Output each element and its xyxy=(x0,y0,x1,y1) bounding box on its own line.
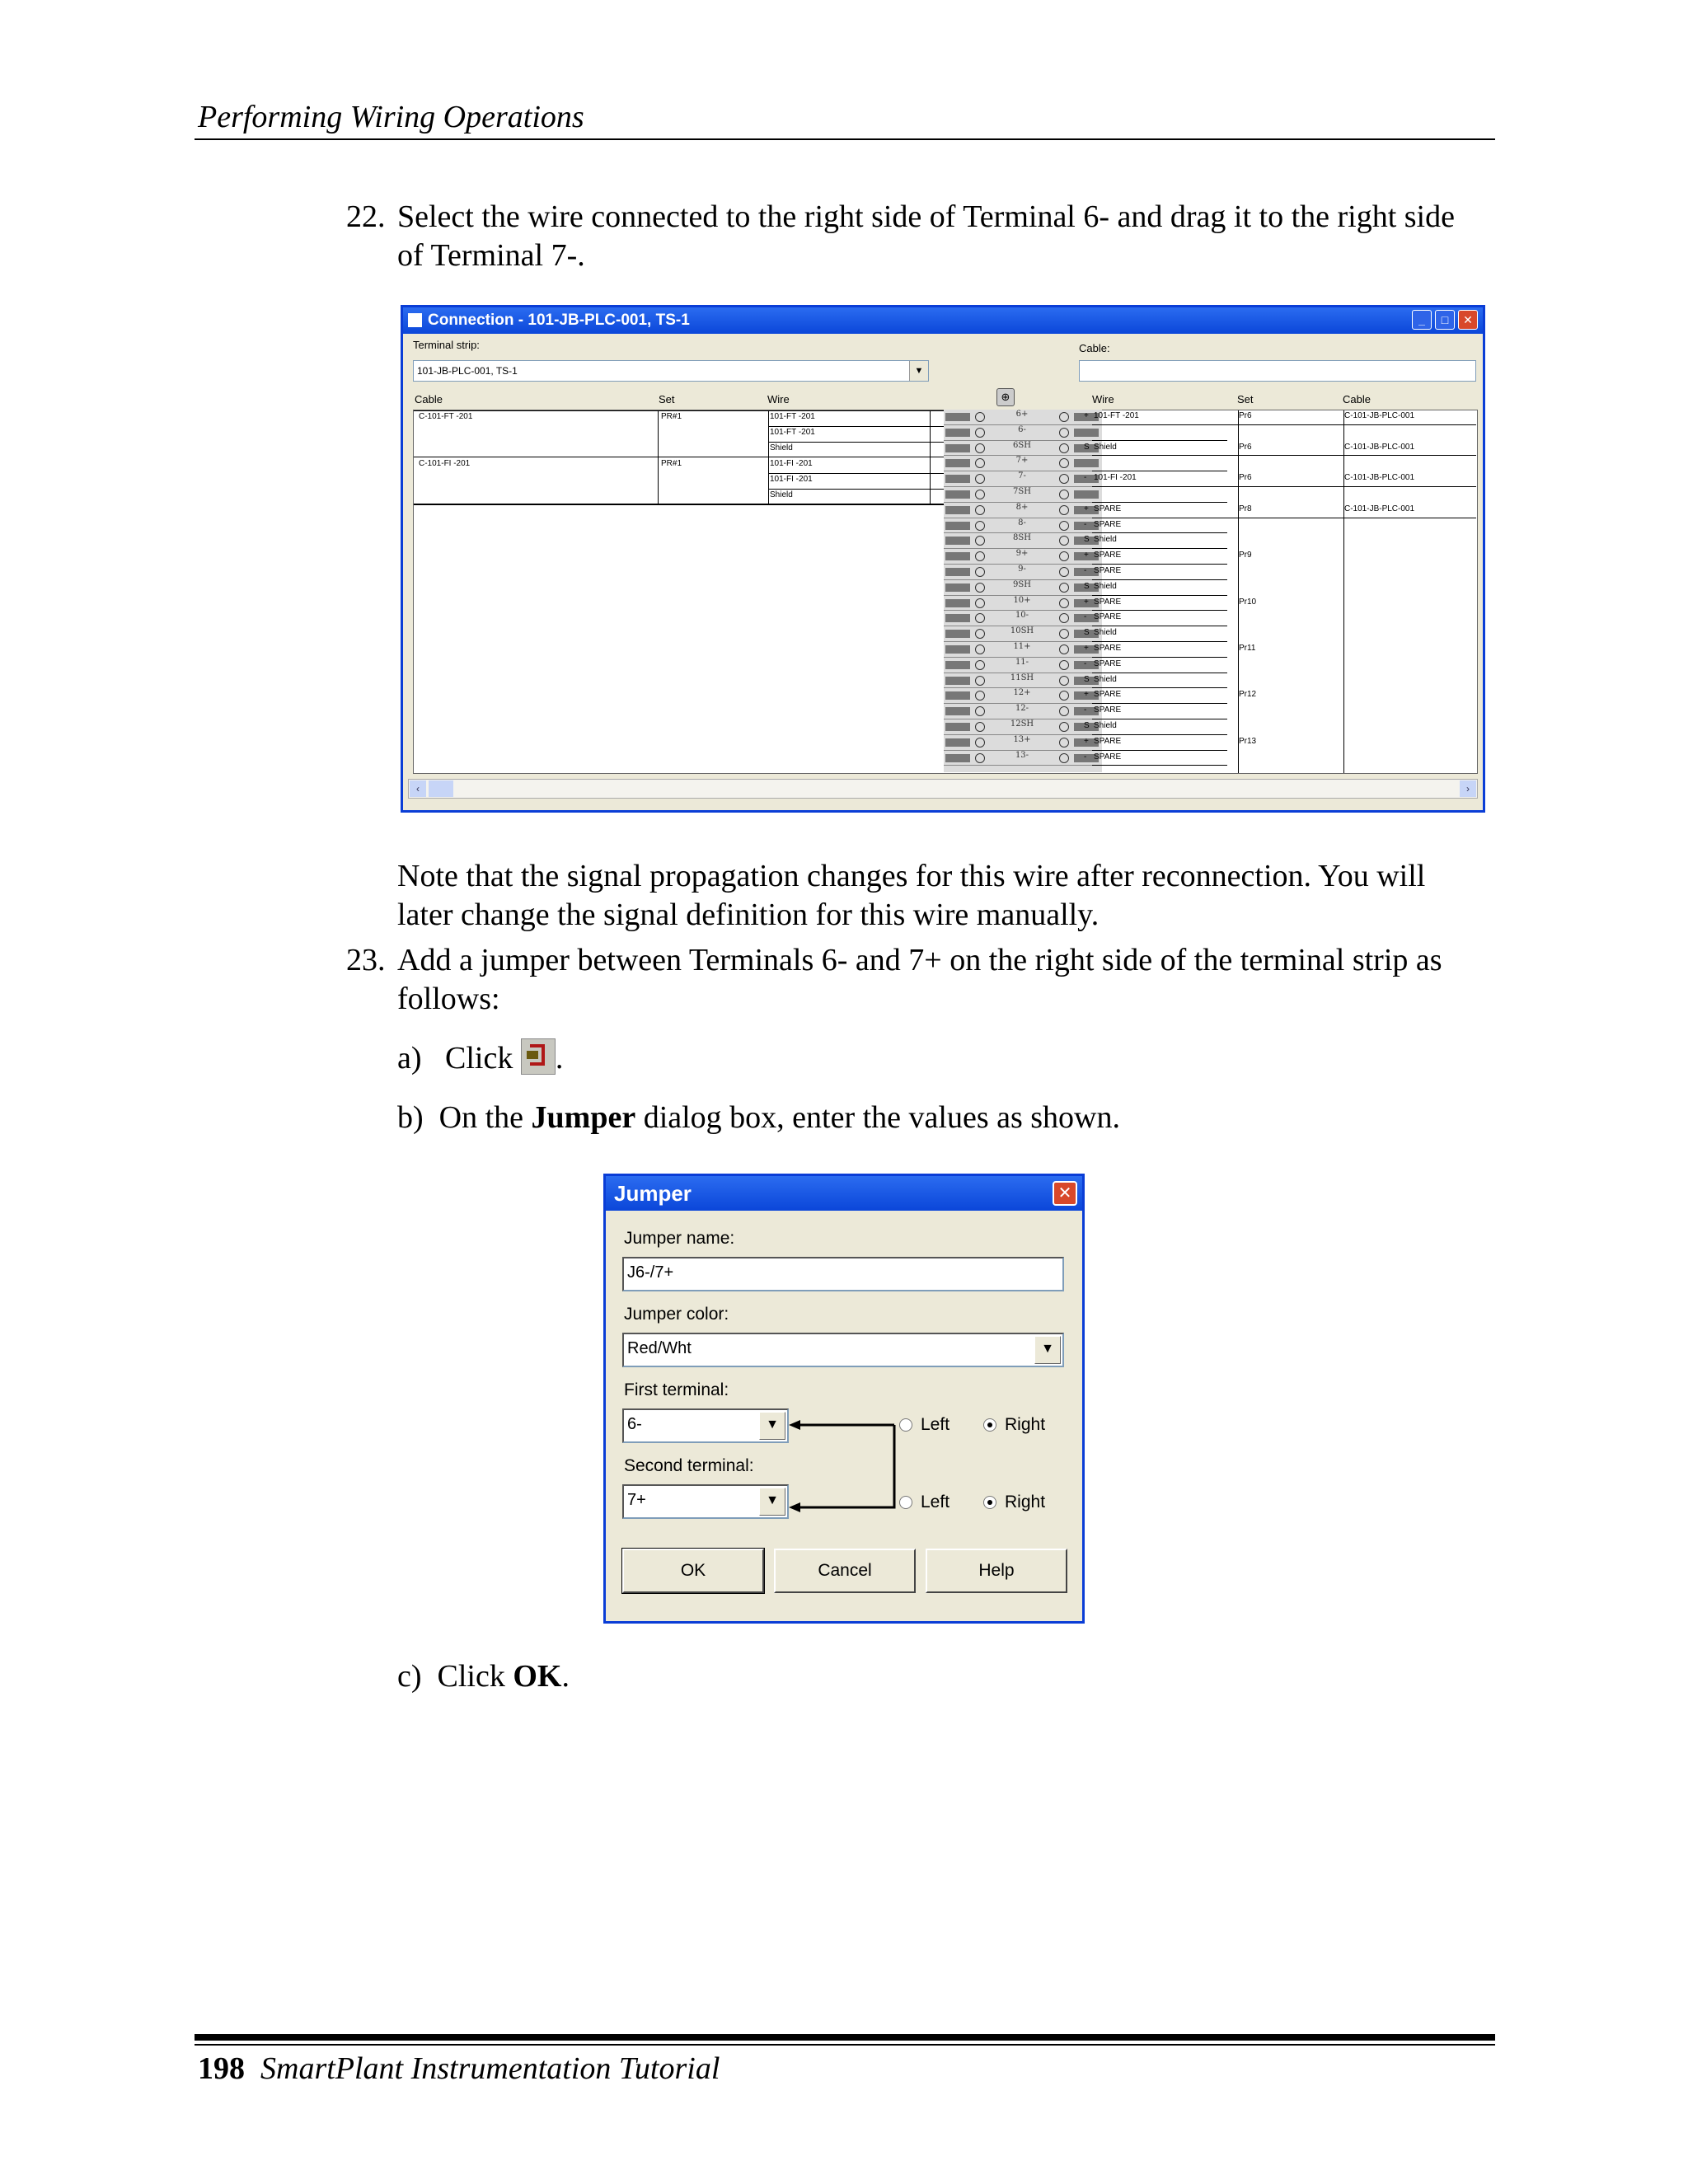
right-set[interactable]: Pr6 xyxy=(1239,411,1252,420)
row-divider xyxy=(1092,486,1476,487)
row-divider xyxy=(1092,657,1227,658)
right-wire[interactable]: Shield xyxy=(1094,581,1117,591)
terminal-row[interactable] xyxy=(944,487,1102,503)
right-cable[interactable]: C-101-JB-PLC-001 xyxy=(1344,411,1415,420)
wire-polarity[interactable]: - xyxy=(1084,658,1087,668)
right-wire[interactable]: SPARE xyxy=(1094,504,1122,513)
terminal-screw-icon xyxy=(1059,474,1069,484)
terminal-strip-value: 101-JB-PLC-001, TS-1 xyxy=(417,365,518,377)
row-divider xyxy=(1092,610,1227,611)
step-number: 23. xyxy=(346,943,386,977)
terminal-screw-icon xyxy=(975,474,985,484)
terminal-screw-icon xyxy=(975,598,985,608)
terminal-screw-icon xyxy=(1059,458,1069,468)
terminal-label: 13- xyxy=(1015,750,1029,760)
row-divider xyxy=(1092,687,1227,688)
terminal-strip-column xyxy=(944,410,1102,772)
terminal-label: 12- xyxy=(1015,704,1029,714)
terminal-screw-icon xyxy=(975,738,985,748)
terminal-label: 8- xyxy=(1018,518,1026,527)
terminal-label: 13+ xyxy=(1013,734,1031,744)
terminal-clamp-icon xyxy=(945,645,970,654)
left-wire[interactable]: 101-FI -201 xyxy=(770,475,813,484)
terminal-label: 9- xyxy=(1018,565,1026,574)
right-cable[interactable]: C-101-JB-PLC-001 xyxy=(1344,504,1415,513)
terminal-label: 8+ xyxy=(1015,502,1029,512)
terminal-label: 10+ xyxy=(1013,595,1031,605)
col-cable-right: Cable xyxy=(1343,393,1371,405)
terminal-screw-icon xyxy=(1059,660,1069,670)
right-set[interactable]: Pr10 xyxy=(1239,597,1257,607)
terminal-screw-icon xyxy=(1059,706,1069,716)
terminal-screw-icon xyxy=(975,490,985,499)
right-cable[interactable]: C-101-JB-PLC-001 xyxy=(1344,442,1415,452)
terminal-row[interactable] xyxy=(944,735,1102,751)
wire-polarity[interactable]: S xyxy=(1084,581,1090,591)
terminal-screw-icon xyxy=(1059,536,1069,546)
wire-polarity[interactable]: - xyxy=(1084,566,1087,575)
sub-end: . xyxy=(561,1659,570,1694)
terminal-screw-icon xyxy=(975,691,985,701)
jumper-color-select[interactable] xyxy=(622,1333,1064,1367)
right-wire[interactable]: SPARE xyxy=(1094,551,1122,560)
help-button[interactable]: Help xyxy=(926,1549,1067,1593)
second-terminal-label: Second terminal: xyxy=(624,1456,754,1475)
terminal-row[interactable] xyxy=(944,580,1102,596)
row-divider xyxy=(1092,703,1227,704)
terminal-clamp-icon xyxy=(945,429,970,437)
right-set[interactable]: Pr6 xyxy=(1239,442,1252,452)
step-text: Add a jumper between Terminals 6- and 7+ on the right side of the terminal strip as follows: xyxy=(397,943,1442,1016)
right-wire[interactable]: SPARE xyxy=(1094,658,1122,668)
terminal-clamp-icon xyxy=(945,568,970,576)
row-divider xyxy=(1092,564,1227,565)
first-terminal-label: First terminal: xyxy=(624,1380,729,1399)
second-terminal-select[interactable] xyxy=(622,1484,789,1519)
terminal-screw-icon xyxy=(1059,443,1069,453)
left-wire[interactable]: 101-FT -201 xyxy=(770,428,815,437)
ok-button[interactable]: OK xyxy=(622,1549,764,1593)
row-divider xyxy=(1092,440,1227,441)
wire-polarity[interactable]: - xyxy=(1084,519,1087,529)
sub-label: c) xyxy=(397,1659,422,1694)
sub-text-post: dialog box, enter the values as shown. xyxy=(635,1100,1120,1135)
terminal-screw-icon xyxy=(975,428,985,438)
terminal-clamp-icon xyxy=(945,444,970,452)
wire-polarity[interactable]: + xyxy=(1084,597,1089,607)
terminal-row[interactable] xyxy=(944,673,1102,689)
terminal-label: 6SH xyxy=(1013,440,1031,450)
terminal-screw-icon xyxy=(975,676,985,686)
terminal-row[interactable] xyxy=(944,704,1102,719)
right-set[interactable]: Pr6 xyxy=(1239,473,1252,483)
wire-polarity[interactable]: + xyxy=(1084,736,1089,746)
terminal-row[interactable] xyxy=(944,719,1102,735)
terminal-screw-icon xyxy=(1059,412,1069,422)
row-divider xyxy=(1092,502,1227,503)
terminal-row[interactable] xyxy=(944,549,1102,565)
terminal-clamp-icon xyxy=(945,614,970,622)
add-jumper-icon[interactable] xyxy=(521,1038,556,1075)
right-set[interactable]: Pr12 xyxy=(1239,690,1257,700)
sub-end: . xyxy=(555,1041,564,1076)
terminal-clamp-icon xyxy=(945,459,970,467)
terminal-row[interactable] xyxy=(944,611,1102,626)
right-wire[interactable]: Shield xyxy=(1094,442,1117,452)
connect-toggle-button[interactable]: ⊕ xyxy=(996,388,1015,406)
terminal-screw-icon xyxy=(1059,613,1069,623)
step-22 xyxy=(0,198,1688,280)
right-wire[interactable]: SPARE xyxy=(1094,519,1122,529)
right-wire[interactable]: SPARE xyxy=(1094,736,1122,746)
scroll-thumb[interactable] xyxy=(429,780,453,797)
right-wire-rows xyxy=(1084,410,1476,772)
right-wire[interactable]: SPARE xyxy=(1094,597,1122,607)
terminal-row[interactable] xyxy=(944,410,1102,425)
terminal-clamp-icon xyxy=(945,630,970,638)
left-wire[interactable]: 101-FI -201 xyxy=(770,459,813,468)
terminal-clamp-icon xyxy=(945,552,970,560)
left-wire[interactable]: Shield xyxy=(770,443,793,452)
terminal-clamp-icon xyxy=(945,490,970,499)
first-left-label: Left xyxy=(921,1415,950,1434)
first-terminal-value: 6- xyxy=(627,1415,642,1433)
terminal-screw-icon xyxy=(1059,567,1069,577)
first-left-radio[interactable] xyxy=(899,1418,912,1432)
terminal-screw-icon xyxy=(1059,629,1069,639)
footer-rule xyxy=(195,2034,1495,2041)
right-wire[interactable]: 101-FT -201 xyxy=(1094,411,1139,420)
terminal-screw-icon xyxy=(975,753,985,763)
col-cable-left: Cable xyxy=(415,393,443,405)
right-wire[interactable]: SPARE xyxy=(1094,612,1122,622)
terminal-clamp-icon xyxy=(945,506,970,514)
right-wire[interactable]: 101-FI -201 xyxy=(1094,473,1137,483)
row-divider xyxy=(1092,595,1227,596)
terminal-label: 7SH xyxy=(1013,487,1031,496)
terminal-clamp-icon xyxy=(945,723,970,731)
wire-polarity[interactable]: + xyxy=(1084,411,1089,420)
terminal-screw-icon xyxy=(975,629,985,639)
terminal-screw-icon xyxy=(1059,521,1069,531)
wire-polarity[interactable]: + xyxy=(1084,551,1089,560)
jumper-color-label: Jumper color: xyxy=(624,1305,729,1324)
first-terminal-select[interactable] xyxy=(622,1408,789,1443)
terminal-screw-icon xyxy=(975,536,985,546)
terminal-screw-icon xyxy=(975,458,985,468)
terminal-label: 12+ xyxy=(1013,688,1031,698)
terminal-screw-icon xyxy=(975,567,985,577)
wire-polarity[interactable]: + xyxy=(1084,644,1089,653)
wire-polarity[interactable]: - xyxy=(1084,612,1087,622)
terminal-screw-icon xyxy=(1059,738,1069,748)
terminal-row[interactable] xyxy=(944,751,1102,766)
left-cable[interactable]: C-101-FI -201 xyxy=(419,459,471,468)
terminal-row[interactable] xyxy=(944,425,1102,441)
right-wire[interactable]: Shield xyxy=(1094,721,1117,730)
first-right-radio[interactable] xyxy=(983,1418,996,1432)
right-wire[interactable]: SPARE xyxy=(1094,644,1122,653)
terminal-screw-icon xyxy=(975,613,985,623)
sub-step-b xyxy=(397,1099,1120,1136)
terminal-clamp-icon xyxy=(945,677,970,685)
col-wire-right: Wire xyxy=(1092,393,1114,405)
terminal-screw-icon xyxy=(975,583,985,593)
right-wire[interactable]: Shield xyxy=(1094,628,1117,638)
terminal-label: 8SH xyxy=(1013,533,1031,543)
terminal-clamp-icon xyxy=(945,413,970,421)
jumper-name-label: Jumper name: xyxy=(624,1229,735,1248)
chevron-down-icon[interactable]: ▼ xyxy=(759,1488,785,1516)
wire-polarity[interactable]: + xyxy=(1084,504,1089,513)
second-right-label: Right xyxy=(1005,1493,1046,1511)
terminal-row[interactable] xyxy=(944,471,1102,487)
sub-text-bold: Jumper xyxy=(531,1100,636,1135)
terminal-screw-icon xyxy=(975,660,985,670)
left-set[interactable]: PR#1 xyxy=(661,412,682,421)
second-left-radio[interactable] xyxy=(899,1496,912,1509)
col-set-right: Set xyxy=(1237,393,1254,405)
terminal-label: 11SH xyxy=(1010,673,1034,682)
terminal-screw-icon xyxy=(1059,753,1069,763)
sub-label: a) xyxy=(397,1041,422,1076)
terminal-row[interactable] xyxy=(944,565,1102,580)
right-set[interactable]: Pr13 xyxy=(1239,736,1257,746)
row-divider xyxy=(1092,734,1227,735)
sub-step-c xyxy=(397,1658,570,1694)
right-wire[interactable]: Shield xyxy=(1094,674,1117,684)
row-divider xyxy=(1092,579,1227,580)
terminal-screw-icon xyxy=(1059,490,1069,499)
terminal-clamp-icon xyxy=(945,599,970,607)
terminal-row[interactable] xyxy=(944,658,1102,673)
terminal-screw-icon xyxy=(975,722,985,732)
terminal-clamp-icon xyxy=(945,537,970,545)
terminal-strip-select[interactable] xyxy=(413,360,929,382)
terminal-label: 6+ xyxy=(1015,410,1029,419)
row-divider xyxy=(1092,424,1476,425)
terminal-screw-icon xyxy=(1059,505,1069,515)
terminal-clamp-icon xyxy=(945,691,970,700)
wire-polarity[interactable]: S xyxy=(1084,674,1090,684)
terminal-clamp-icon xyxy=(945,661,970,669)
terminal-label: 9+ xyxy=(1015,549,1029,559)
terminal-screw-icon xyxy=(1059,722,1069,732)
connection-window xyxy=(401,305,1485,813)
chevron-down-icon[interactable]: ▼ xyxy=(759,1412,785,1440)
wire-polarity[interactable]: S xyxy=(1084,628,1090,638)
terminal-screw-icon xyxy=(1059,551,1069,561)
footer xyxy=(198,2044,720,2093)
left-wire[interactable]: 101-FT -201 xyxy=(770,412,815,421)
wire-polarity[interactable]: - xyxy=(1084,473,1087,483)
note-paragraph: Note that the signal propagation changes for this wire after reconnection. You will later change the signal definition for this wire manually. xyxy=(397,859,1426,932)
window-title: Connection - 101-JB-PLC-001, TS-1 xyxy=(428,312,690,329)
terminal-screw-icon xyxy=(1059,428,1069,438)
right-wire[interactable]: SPARE xyxy=(1094,566,1122,575)
jumper-arrows-diagram xyxy=(789,1417,896,1516)
left-set[interactable]: PR#1 xyxy=(661,459,682,468)
right-set[interactable]: Pr9 xyxy=(1239,551,1252,560)
wire-polarity[interactable]: + xyxy=(1084,690,1089,700)
wire-polarity[interactable]: S xyxy=(1084,442,1090,452)
terminal-screw-icon xyxy=(1059,583,1069,593)
right-cable[interactable]: C-101-JB-PLC-001 xyxy=(1344,473,1415,483)
terminal-row[interactable] xyxy=(944,642,1102,658)
step-text: Select the wire connected to the right side of Terminal 6- and drag it to the right side of Terminal 7-. xyxy=(397,199,1455,273)
wire-polarity[interactable]: S xyxy=(1084,535,1090,545)
terminal-screw-icon xyxy=(975,551,985,561)
terminal-row[interactable] xyxy=(944,518,1102,534)
terminal-screw-icon xyxy=(975,412,985,422)
cancel-button[interactable]: Cancel xyxy=(774,1549,916,1593)
terminal-clamp-icon xyxy=(945,738,970,747)
col-wire-left: Wire xyxy=(767,393,790,405)
wire-polarity[interactable]: - xyxy=(1084,752,1087,762)
close-icon[interactable]: ✕ xyxy=(1053,1181,1077,1206)
right-wire[interactable]: Shield xyxy=(1094,535,1117,545)
jumper-dialog xyxy=(603,1174,1085,1624)
page-number: 198 xyxy=(198,2051,245,2086)
terminal-row[interactable] xyxy=(944,503,1102,518)
scroll-left-icon[interactable]: ‹ xyxy=(410,780,426,797)
second-left-label: Left xyxy=(921,1493,950,1511)
second-terminal-value: 7+ xyxy=(627,1491,646,1509)
terminal-screw-icon xyxy=(1059,676,1069,686)
terminal-clamp-icon xyxy=(945,583,970,592)
header-rule xyxy=(195,138,1495,140)
terminal-label: 10- xyxy=(1015,611,1029,621)
row-divider xyxy=(1092,455,1476,456)
minimize-button[interactable]: _ xyxy=(1412,310,1432,330)
sub-step-a xyxy=(397,1038,563,1076)
terminal-screw-icon xyxy=(975,443,985,453)
first-right-label: Right xyxy=(1005,1415,1046,1434)
terminal-screw-icon xyxy=(1059,644,1069,654)
left-cable[interactable]: C-101-FT -201 xyxy=(419,412,473,421)
sub-label: b) xyxy=(397,1100,424,1135)
jumper-color-value: Red/Wht xyxy=(627,1339,692,1357)
terminal-screw-icon xyxy=(1059,598,1069,608)
footer-title: SmartPlant Instrumentation Tutorial xyxy=(260,2051,720,2086)
row-divider xyxy=(1092,641,1227,642)
terminal-strip-label: Terminal strip: xyxy=(413,339,480,351)
terminal-clamp-icon xyxy=(945,475,970,483)
jumper-name-input[interactable]: J6-/7+ xyxy=(622,1257,1064,1291)
terminal-label: 11- xyxy=(1015,657,1029,667)
terminal-label: 12SH xyxy=(1010,719,1034,729)
running-header: Performing Wiring Operations xyxy=(198,100,584,134)
sub-text: Click xyxy=(437,1659,513,1694)
sub-text-pre: On the xyxy=(438,1100,532,1135)
row-divider xyxy=(1092,532,1227,533)
right-set[interactable]: Pr11 xyxy=(1239,644,1256,653)
terminal-row[interactable] xyxy=(944,688,1102,704)
terminal-clamp-icon xyxy=(945,522,970,530)
terminal-screw-icon xyxy=(1059,691,1069,701)
wire-polarity[interactable]: - xyxy=(1084,705,1087,715)
terminal-label: 11+ xyxy=(1013,642,1031,651)
terminal-label: 9SH xyxy=(1013,579,1031,589)
col-set-left: Set xyxy=(659,393,675,405)
chevron-down-icon[interactable]: ▼ xyxy=(1034,1336,1061,1364)
sub-text-bold: OK xyxy=(513,1659,562,1694)
terminal-label: 10SH xyxy=(1010,626,1034,636)
right-wire[interactable]: SPARE xyxy=(1094,690,1122,700)
scroll-right-icon[interactable]: › xyxy=(1460,780,1476,797)
terminal-label: 7+ xyxy=(1015,456,1029,466)
right-wire[interactable]: SPARE xyxy=(1094,705,1122,715)
wire-polarity[interactable]: S xyxy=(1084,721,1090,730)
terminal-screw-icon xyxy=(975,706,985,716)
terminal-label: 7- xyxy=(1018,471,1026,481)
row-divider xyxy=(1092,765,1227,766)
terminal-screw-icon xyxy=(975,505,985,515)
step-23 xyxy=(0,941,1688,1024)
row-divider xyxy=(1092,750,1227,751)
cable-label: Cable: xyxy=(1079,342,1110,354)
dialog-title-bar xyxy=(606,1176,1082,1211)
horizontal-scrollbar[interactable] xyxy=(408,779,1478,799)
left-wire[interactable]: Shield xyxy=(770,490,793,499)
terminal-row[interactable] xyxy=(944,456,1102,471)
terminal-screw-icon xyxy=(975,521,985,531)
chevron-down-icon[interactable]: ▼ xyxy=(909,361,928,381)
terminal-row[interactable] xyxy=(944,441,1102,457)
maximize-button[interactable]: □ xyxy=(1435,310,1455,330)
right-set[interactable]: Pr8 xyxy=(1239,504,1252,513)
terminal-row[interactable] xyxy=(944,596,1102,612)
step-number: 22. xyxy=(346,199,386,234)
row-divider xyxy=(1092,548,1227,549)
right-wire[interactable]: SPARE xyxy=(1094,752,1122,762)
sub-text: Click xyxy=(445,1041,513,1076)
terminal-screw-icon xyxy=(975,644,985,654)
terminal-row[interactable] xyxy=(944,533,1102,549)
close-button[interactable]: ✕ xyxy=(1458,310,1478,330)
terminal-clamp-icon xyxy=(945,754,970,762)
terminal-clamp-icon xyxy=(945,707,970,715)
terminal-row[interactable] xyxy=(944,626,1102,642)
second-right-radio[interactable] xyxy=(983,1496,996,1509)
dialog-title: Jumper xyxy=(614,1181,692,1206)
window-title-bar xyxy=(403,307,1483,334)
cable-field[interactable] xyxy=(1079,360,1476,382)
app-icon xyxy=(408,313,422,327)
terminal-label: 6- xyxy=(1018,424,1026,434)
